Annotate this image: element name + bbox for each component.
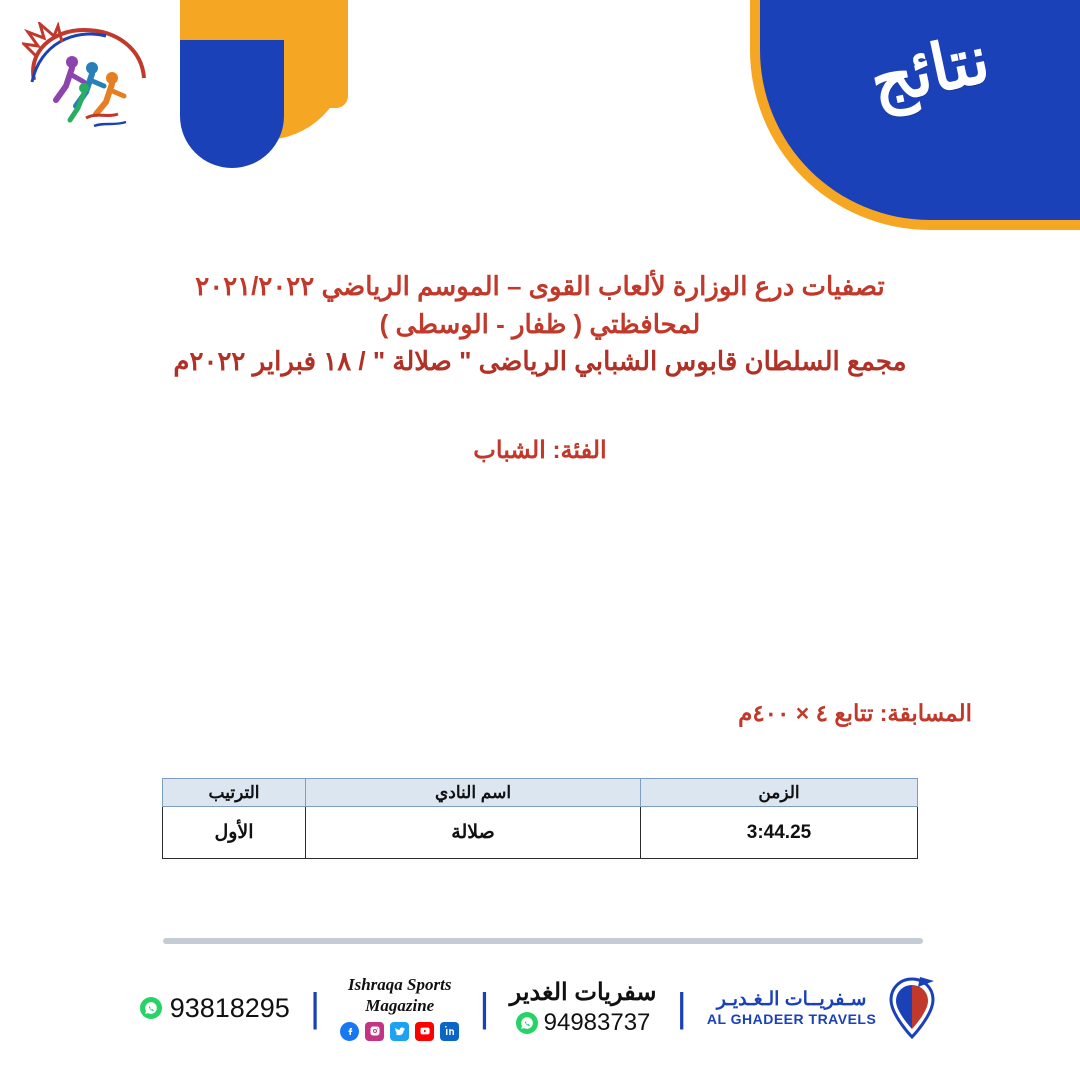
results-banner-label: نتائج	[863, 20, 996, 119]
cell-rank: الأول	[163, 807, 306, 859]
footer	[0, 958, 1080, 1058]
social-links[interactable]	[340, 1022, 459, 1041]
linkedin-icon[interactable]	[440, 1022, 459, 1041]
table-header-row	[163, 779, 918, 807]
contact-whatsapp	[140, 993, 290, 1024]
column-header-rank: الترتيب	[163, 779, 306, 807]
results-table	[162, 778, 918, 859]
magazine-name-line-1: Ishraqa Sports	[347, 975, 452, 995]
footer-divider	[163, 938, 923, 944]
whatsapp-icon	[140, 997, 162, 1019]
event-label: المسابقة: تتابع ٤ × ٤٠٠م	[738, 700, 972, 726]
title-line-1: تصفيات درع الوزارة لألعاب القوى – الموسم الرياضي ٢٠٢١/٢٠٢٢	[195, 271, 885, 301]
instagram-icon[interactable]	[365, 1022, 384, 1041]
logo-graphic	[22, 22, 152, 140]
contact-phone-number: 93818295	[169, 992, 290, 1023]
travels-name-arabic: سـفريــات الـغـديـر	[716, 989, 867, 1011]
magazine-block	[340, 975, 459, 1041]
title-line-2: لمحافظتي ( ظفار - الوسطى )	[379, 308, 701, 339]
youtube-icon[interactable]	[415, 1022, 434, 1041]
column-header-club: اسم النادي	[306, 779, 641, 807]
column-header-time: الزمن	[641, 779, 918, 807]
page-title	[0, 268, 1080, 381]
footer-separator-3: |	[309, 986, 321, 1030]
agency-phone-number: 94983737	[543, 1009, 651, 1036]
results-banner-inner	[760, 0, 1080, 220]
results-banner	[750, 0, 1080, 230]
whatsapp-icon	[516, 1012, 538, 1034]
facebook-icon[interactable]	[340, 1022, 359, 1041]
title-line-3: مجمع السلطان قابوس الشبابي الرياضى " صلالة " / ١٨ فبراير ٢٠٢٢م	[173, 346, 907, 377]
travels-name-english: AL GHADEER TRAVELS	[706, 1010, 877, 1027]
results-table-wrapper	[163, 778, 918, 859]
al-ghadeer-travels-logo	[707, 975, 941, 1041]
table-row	[163, 807, 918, 859]
magazine-name-line-2: Magazine	[365, 995, 435, 1015]
travels-text	[707, 989, 877, 1027]
footer-separator-2: |	[479, 986, 490, 1030]
cell-time: 3:44.25	[641, 807, 918, 859]
agency-contact	[510, 978, 657, 1038]
cell-club: صلالة	[306, 807, 641, 859]
category-label: الفئة: الشباب	[473, 437, 607, 464]
agency-name: سفريات الغدير	[509, 979, 657, 1006]
twitter-icon[interactable]	[390, 1022, 409, 1041]
footer-separator-1: |	[676, 986, 687, 1030]
agency-phone-row	[510, 1008, 657, 1038]
athletics-association-logo	[22, 22, 152, 140]
decorative-blue-shape	[180, 40, 284, 168]
location-pin-icon	[884, 975, 940, 1041]
